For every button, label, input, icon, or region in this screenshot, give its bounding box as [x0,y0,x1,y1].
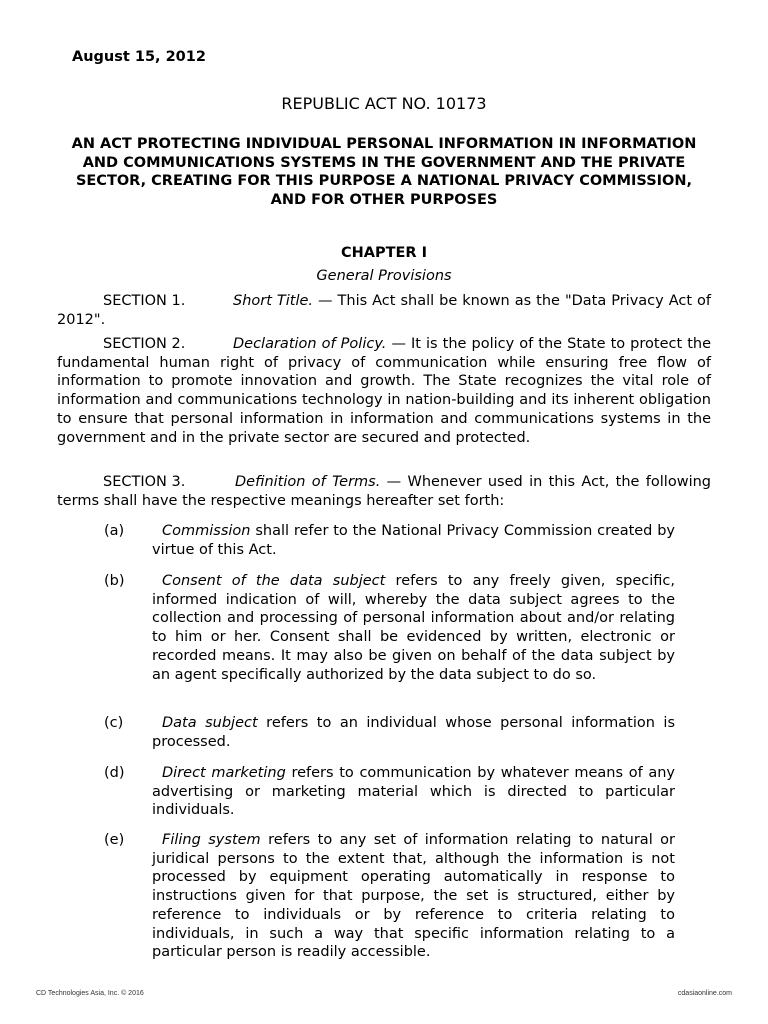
footer-website: cdasiaonline.com [677,990,732,997]
section-text: — This Act shall be known as the "Data Privacy Act of 2012". [57,293,712,328]
section-2 [57,335,711,447]
footer-copyright: CD Technologies Asia, Inc. © 2016 [36,990,144,997]
section-label: SECTION 1. [103,293,186,309]
definition-item-e [104,831,675,962]
definition-term: Direct marketing [162,765,286,781]
document-date: August 15, 2012 [72,49,206,65]
chapter-title: CHAPTER I [340,245,428,261]
act-title: AN ACT PROTECTING INDIVIDUAL PERSONAL INFORMATION IN INFORMATION AND COMMUNICATIONS SYSTEMS IN THE GOVERNMENT AND THE PRIVATE SECTOR, CREATING FOR THIS PURPOSE A NATIONAL PRIVACY COMMISSION, AND FOR OTHER PURPOSES [71,136,697,208]
definition-item-b [104,572,675,684]
chapter-subtitle: General Provisions [316,268,452,284]
definition-marker: (c) [104,715,124,731]
definition-term: Filing system [162,832,261,848]
section-heading: Definition of Terms. [235,474,381,490]
definition-marker: (e) [104,832,125,848]
definition-text: shall refer to the National Privacy Commission created by virtue of this Act. [152,523,676,558]
definition-term: Data subject [162,715,258,731]
definition-item-c [104,714,675,751]
section-label: SECTION 3. [103,474,186,490]
definition-text: refers to communication by whatever means of any advertising or marketing material which is directed to particular individuals. [152,765,675,819]
definition-item-a [104,522,675,559]
section-heading: Declaration of Policy. [233,336,387,352]
definition-marker: (d) [104,765,125,781]
definition-item-d [104,764,675,820]
definition-marker: (a) [104,523,125,539]
definition-text: refers to an individual whose personal information is processed. [152,715,675,750]
section-3 [57,473,711,510]
definition-term: Consent of the data subject [162,573,386,589]
definition-marker: (b) [104,573,125,589]
act-number: REPUBLIC ACT NO. 10173 [281,94,487,113]
section-text: — Whenever used in this Act, the following terms shall have the respective meanings hereafter set forth: [57,474,711,509]
section-text: — It is the policy of the State to protect the fundamental human right of privacy of communication while ensuring free flow of information to promote innovation and growth. The State recognizes the vital role of information and communications technology in nation-building and its inherent obligation to ensure that personal information in information and communications systems in the government and in the private sector are secured and protected. [57,336,712,446]
definition-text: refers to any set of information relating to natural or juridical persons to the extent that, although the information is not processed by equipment operating automatically in response to instructions given for that purpose, the set is structured, either by reference to individuals or by reference to criteria relating to individuals, in such a way that specific information relating to a particular person is readily accessible. [152,832,675,961]
section-heading: Short Title. [233,293,314,309]
section-1 [57,292,711,329]
definition-term: Commission [162,523,251,539]
section-label: SECTION 2. [103,336,186,352]
definition-text: refers to any freely given, specific, informed indication of will, whereby the data subject agrees to the collection and processing of personal information about and/or relating to him or her. Consent shall be evidenced by written, electronic or recorded means. It may also be given on behalf of the data subject by an agent specifically authorized by the data subject to do so. [152,573,675,683]
